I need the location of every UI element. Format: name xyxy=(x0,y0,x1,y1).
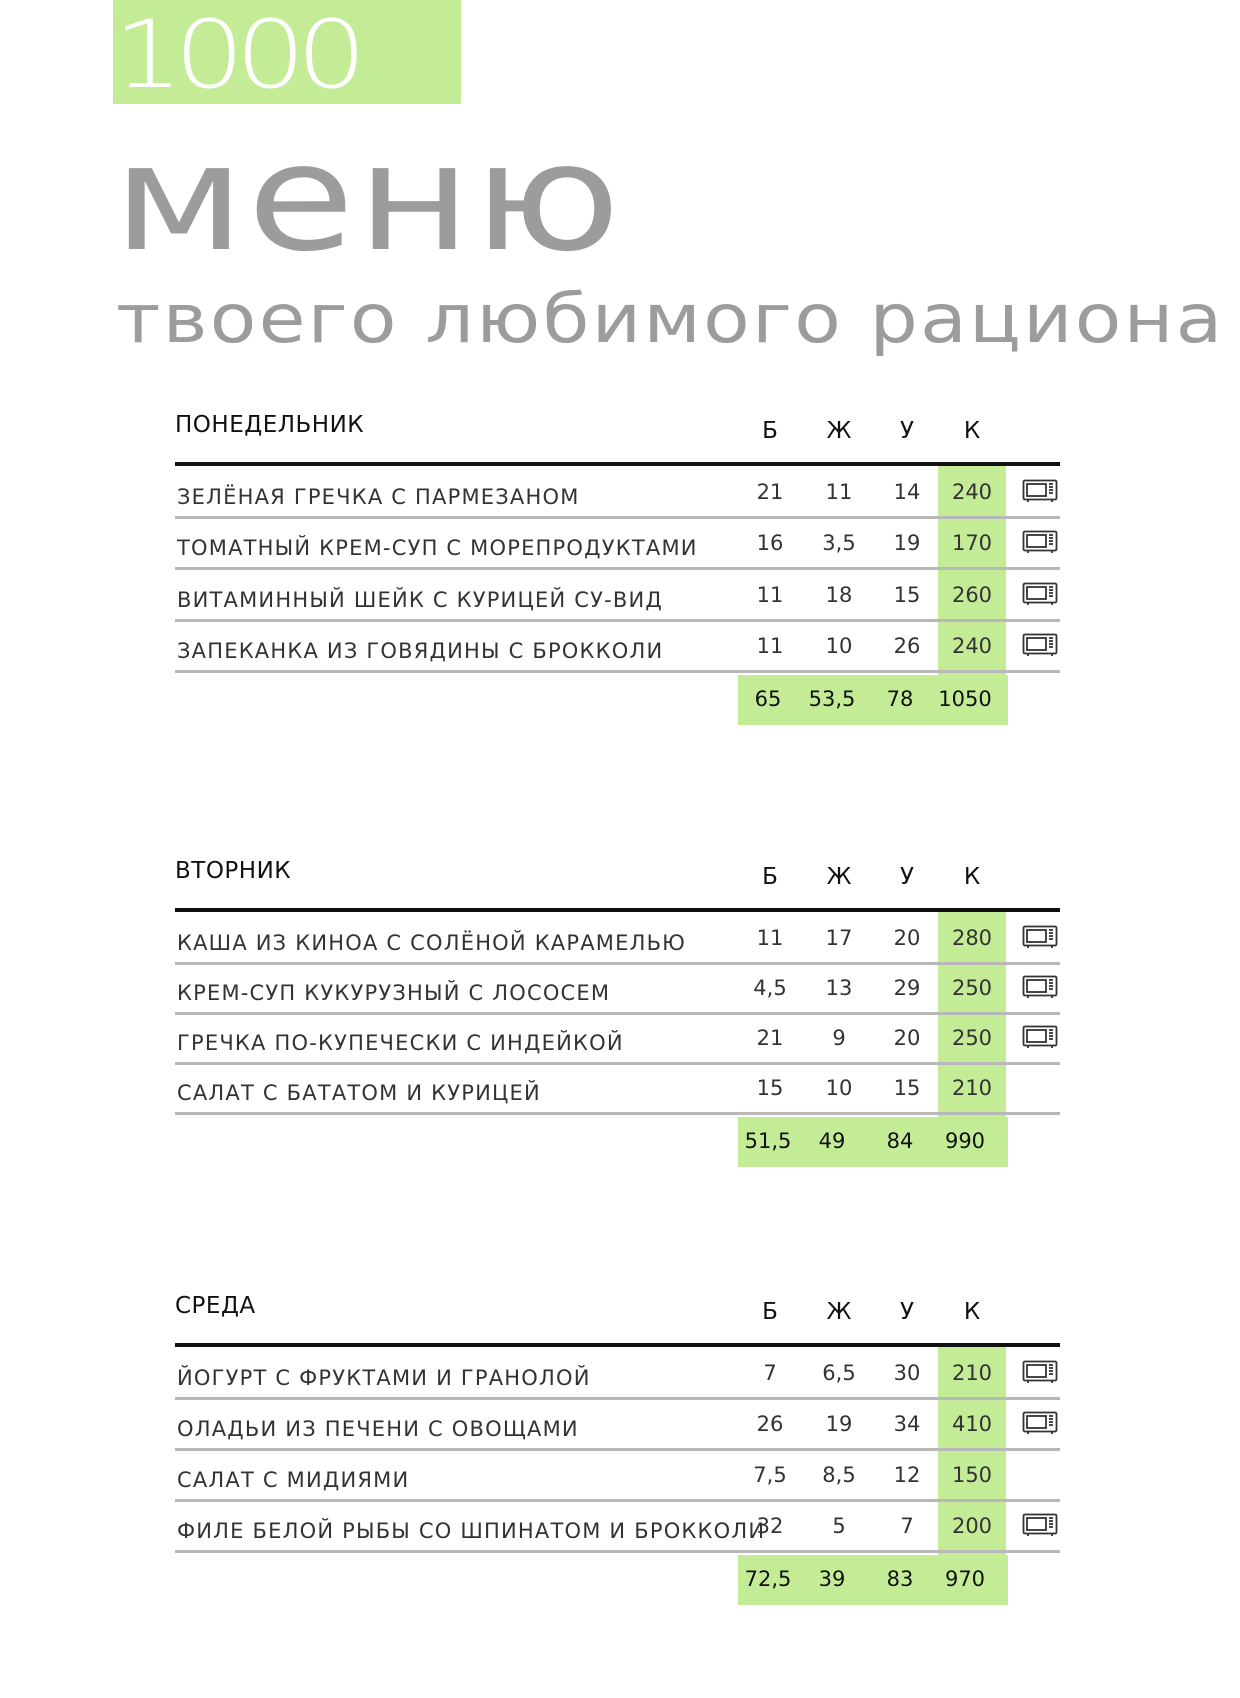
total-fat: 49 xyxy=(818,1129,846,1153)
carbs-value: 30 xyxy=(893,1361,921,1385)
microwave-icon xyxy=(1022,633,1058,657)
day-totals xyxy=(738,1117,1008,1167)
total-calories: 970 xyxy=(944,1567,986,1591)
column-header-carbs: У xyxy=(899,1299,914,1325)
column-header-fat: Ж xyxy=(826,864,852,890)
header-rule xyxy=(175,1343,1060,1347)
row-divider xyxy=(175,1550,1060,1553)
microwave-icon xyxy=(1022,1025,1058,1049)
menu-row xyxy=(175,522,1060,570)
carbs-value: 12 xyxy=(893,1463,921,1487)
fat-value: 10 xyxy=(825,634,853,658)
menu-row xyxy=(175,1454,1060,1502)
carbs-value: 20 xyxy=(893,926,921,950)
microwave-icon xyxy=(1022,1411,1058,1435)
microwave-icon xyxy=(1022,479,1058,503)
row-divider xyxy=(175,670,1060,673)
column-header-protein: Б xyxy=(762,864,778,890)
fat-value: 11 xyxy=(825,480,853,504)
dish-name: ОЛАДЬИ ИЗ ПЕЧЕНИ С ОВОЩАМИ xyxy=(177,1417,579,1441)
dish-name: ЗАПЕКАНКА ИЗ ГОВЯДИНЫ С БРОККОЛИ xyxy=(177,639,664,663)
fat-value: 5 xyxy=(832,1514,846,1538)
row-divider xyxy=(175,1448,1060,1451)
dish-name: САЛАТ С МИДИЯМИ xyxy=(177,1468,410,1492)
menu-row xyxy=(175,625,1060,673)
total-protein: 51,5 xyxy=(744,1129,792,1153)
row-divider xyxy=(175,1012,1060,1015)
protein-value: 21 xyxy=(756,1026,784,1050)
menu-row xyxy=(175,917,1060,965)
carbs-value: 34 xyxy=(893,1412,921,1436)
dish-name: ТОМАТНЫЙ КРЕМ-СУП С МОРЕПРОДУКТАМИ xyxy=(177,536,698,560)
carbs-value: 26 xyxy=(893,634,921,658)
protein-value: 16 xyxy=(756,531,784,555)
page-subtitle: твоего любимого рациона xyxy=(116,280,1225,359)
column-header-carbs: У xyxy=(899,864,914,890)
dish-name: САЛАТ С БАТАТОМ И КУРИЦЕЙ xyxy=(177,1081,541,1105)
calories-value: 240 xyxy=(951,634,993,658)
protein-value: 21 xyxy=(756,480,784,504)
day-section xyxy=(175,858,1060,1178)
dish-name: КАША ИЗ КИНОА С СОЛЁНОЙ КАРАМЕЛЬЮ xyxy=(177,931,687,955)
calories-value: 240 xyxy=(951,480,993,504)
day-section xyxy=(175,412,1060,732)
menu-row xyxy=(175,1067,1060,1115)
total-protein: 65 xyxy=(754,687,782,711)
calorie-badge-number: 1000 xyxy=(113,1,358,110)
total-protein: 72,5 xyxy=(744,1567,792,1591)
total-carbs: 84 xyxy=(886,1129,914,1153)
dish-name: КРЕМ-СУП КУКУРУЗНЫЙ С ЛОСОСЕМ xyxy=(177,981,611,1005)
column-header-fat: Ж xyxy=(826,1299,852,1325)
fat-value: 9 xyxy=(832,1026,846,1050)
protein-value: 11 xyxy=(756,583,784,607)
calories-value: 200 xyxy=(951,1514,993,1538)
header-rule xyxy=(175,462,1060,466)
row-divider xyxy=(175,567,1060,570)
calories-value: 210 xyxy=(951,1076,993,1100)
carbs-value: 29 xyxy=(893,976,921,1000)
calories-value: 250 xyxy=(951,976,993,1000)
day-header xyxy=(175,412,1060,479)
calories-value: 260 xyxy=(951,583,993,607)
column-header-calories: К xyxy=(963,418,981,444)
row-divider xyxy=(175,1062,1060,1065)
protein-value: 32 xyxy=(756,1514,784,1538)
total-carbs: 78 xyxy=(886,687,914,711)
protein-value: 26 xyxy=(756,1412,784,1436)
column-header-fat: Ж xyxy=(826,418,852,444)
menu-row xyxy=(175,471,1060,519)
carbs-value: 19 xyxy=(893,531,921,555)
column-header-calories: К xyxy=(963,864,981,890)
column-header-carbs: У xyxy=(899,418,914,444)
fat-value: 3,5 xyxy=(822,531,856,555)
protein-value: 7,5 xyxy=(753,1463,787,1487)
dish-name: ФИЛЕ БЕЛОЙ РЫБЫ СО ШПИНАТОМ И БРОККОЛИ xyxy=(177,1519,766,1543)
row-divider xyxy=(175,1499,1060,1502)
day-name: СРЕДА xyxy=(175,1293,256,1319)
calories-value: 250 xyxy=(951,1026,993,1050)
protein-value: 11 xyxy=(756,926,784,950)
protein-value: 15 xyxy=(756,1076,784,1100)
column-header-calories: К xyxy=(963,1299,981,1325)
menu-row xyxy=(175,1017,1060,1065)
total-calories: 990 xyxy=(944,1129,986,1153)
day-totals xyxy=(738,1555,1008,1605)
microwave-icon xyxy=(1022,1360,1058,1384)
header-rule xyxy=(175,908,1060,912)
day-section xyxy=(175,1293,1060,1613)
total-carbs: 83 xyxy=(886,1567,914,1591)
menu-row xyxy=(175,574,1060,622)
calories-value: 410 xyxy=(951,1412,993,1436)
fat-value: 6,5 xyxy=(822,1361,856,1385)
microwave-icon xyxy=(1022,530,1058,554)
column-header-protein: Б xyxy=(762,418,778,444)
row-divider xyxy=(175,619,1060,622)
day-totals xyxy=(738,675,1008,725)
fat-value: 8,5 xyxy=(822,1463,856,1487)
menu-row xyxy=(175,1352,1060,1400)
carbs-value: 15 xyxy=(893,1076,921,1100)
carbs-value: 7 xyxy=(900,1514,914,1538)
menu-row xyxy=(175,1505,1060,1553)
total-fat: 53,5 xyxy=(808,687,856,711)
fat-value: 18 xyxy=(825,583,853,607)
row-divider xyxy=(175,1112,1060,1115)
page-title: меню xyxy=(113,112,623,284)
dish-name: ГРЕЧКА ПО-КУПЕЧЕСКИ С ИНДЕЙКОЙ xyxy=(177,1031,624,1055)
menu-row xyxy=(175,967,1060,1015)
microwave-icon xyxy=(1022,925,1058,949)
day-header xyxy=(175,858,1060,925)
fat-value: 17 xyxy=(825,926,853,950)
day-name: ВТОРНИК xyxy=(175,858,292,884)
carbs-value: 20 xyxy=(893,1026,921,1050)
dish-name: ВИТАМИННЫЙ ШЕЙК С КУРИЦЕЙ СУ-ВИД xyxy=(177,588,663,612)
calories-value: 210 xyxy=(951,1361,993,1385)
total-fat: 39 xyxy=(818,1567,846,1591)
day-name: ПОНЕДЕЛЬНИК xyxy=(175,412,365,438)
day-header xyxy=(175,1293,1060,1360)
calories-value: 280 xyxy=(951,926,993,950)
microwave-icon xyxy=(1022,582,1058,606)
microwave-icon xyxy=(1022,1513,1058,1537)
calories-value: 170 xyxy=(951,531,993,555)
column-header-protein: Б xyxy=(762,1299,778,1325)
total-calories: 1050 xyxy=(938,687,992,711)
carbs-value: 14 xyxy=(893,480,921,504)
row-divider xyxy=(175,1397,1060,1400)
menu-row xyxy=(175,1403,1060,1451)
dish-name: ЗЕЛЁНАЯ ГРЕЧКА С ПАРМЕЗАНОМ xyxy=(177,485,580,509)
protein-value: 4,5 xyxy=(753,976,787,1000)
calories-value: 150 xyxy=(951,1463,993,1487)
fat-value: 10 xyxy=(825,1076,853,1100)
microwave-icon xyxy=(1022,975,1058,999)
row-divider xyxy=(175,516,1060,519)
fat-value: 13 xyxy=(825,976,853,1000)
protein-value: 7 xyxy=(763,1361,777,1385)
fat-value: 19 xyxy=(825,1412,853,1436)
protein-value: 11 xyxy=(756,634,784,658)
carbs-value: 15 xyxy=(893,583,921,607)
row-divider xyxy=(175,962,1060,965)
dish-name: ЙОГУРТ С ФРУКТАМИ И ГРАНОЛОЙ xyxy=(177,1366,591,1390)
